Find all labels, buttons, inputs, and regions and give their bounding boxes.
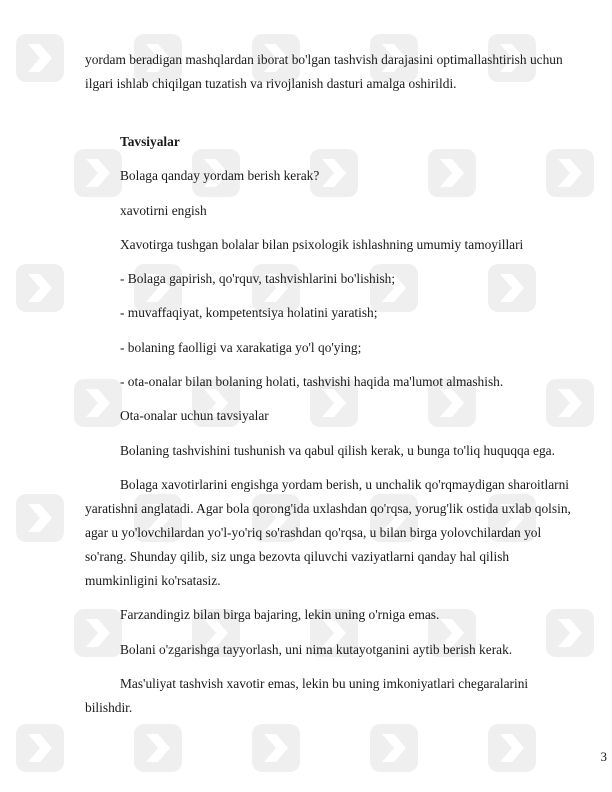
watermark-logo-icon — [12, 30, 68, 86]
paragraph: Bolaning tashvishini tushunish va qabul qilish kerak, u bunga to'liq huquqqa ega. — [120, 442, 555, 458]
list-item: - muvaffaqiyat, kompetentsiya holatini yaratish; — [120, 305, 378, 321]
list-item: - Bolaga gapirish, qo'rquv, tashvishlarini bo'lishish; — [120, 271, 396, 287]
list-item: - bolaning faolligi va xarakatiga yo'l qo'ying; — [120, 339, 362, 355]
paragraph: Bolani o'zgarishga tayyorlash, uni nima kutayotganini aytib berish kerak. — [120, 641, 513, 657]
paragraph: Farzandingiz bilan birga bajaring, lekin uning o'rniga emas. — [120, 607, 440, 623]
paragraph: xavotirni engish — [120, 202, 207, 218]
paragraph: Mas'uliyat tashvish xavotir emas, lekin bu uning imkoniyatlari chegaralarini bilishdir. — [85, 675, 529, 715]
paragraph: Bolaga qanday yordam berish kerak? — [120, 168, 320, 184]
subheading: Ota-onalar uchun tavsiyalar — [120, 408, 269, 424]
watermark-logo-icon — [12, 260, 68, 316]
document-page — [85, 48, 571, 730]
section-heading: Tavsiyalar — [120, 134, 180, 149]
watermark-logo-icon — [12, 490, 68, 546]
watermark-logo-icon — [12, 720, 68, 776]
intro-paragraph: yordam beradigan mashqlardan iborat bo'lgan tashvish darajasini optimallashtirish uchun ilgari ishlab chiqilgan tuzatish va rivojlanish dasturi amalga oshirildi. — [85, 52, 563, 91]
paragraph: Xavotirga tushgan bolalar bilan psixologik ishlashning umumiy tamoyillari — [120, 236, 524, 252]
paragraph: Bolaga xavotirlarini engishga yordam berish, u unchalik qo'rqmaydigan sharoitlarni yaratishni anglatadi. Agar bola qorong'ida uxlashdan qo'rqsa, yorug'lik ostida uxlab qolsin, agar u yo'lovchilardan yo'l-yo'riq so'rashdan qo'rqsa, u bilan birga yolovchilardan yol so'rang. Shunday qilib, siz unga bezovta qiluvchi vaziyatlarni qanday hal qilish mumkinligini ko'rsatasiz. — [85, 476, 571, 588]
page-number: 3 — [600, 749, 607, 764]
list-item: - ota-onalar bilan bolaning holati, tashvishi haqida ma'lumot almashish. — [120, 374, 504, 390]
